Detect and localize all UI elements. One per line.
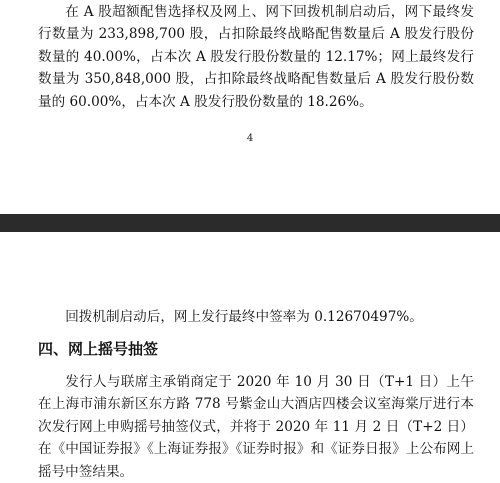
winning-rate-paragraph: 回拨机制启动后，网上发行最终中签率为 0.12670497%。	[65, 309, 423, 325]
section-heading: 四、网上摇号抽签	[38, 340, 159, 358]
page-separator	[0, 214, 500, 232]
allocation-paragraph: 在 A 股超额配售选择权及网上、网下回拨机制启动后，网下最终发行数量为 233,898,700 股，占扣除最终战略配售数量后 A 股发行股份数量的 40.00%，占本次 A 股发行股份数量的 12.17%；网上最终发行数量为 350,848,000 股，占扣除最终战略配售数量后 A 股发行股份数量的 60.00%，占本次 A 股发行股份数量的 18.26%。	[38, 4, 474, 110]
page-number: 4	[246, 133, 254, 144]
lottery-paragraph: 发行人与联席主承销商定于 2020 年 10 月 30 日（T+1 日）上午在上海市浦东新区东方路 778 号紫金山大酒店四楼会议室海棠厅进行本次发行网上申购摇号抽签仪式，并将于 2020 年 11 月 2 日（T+2 日）在《中国证券报》《上海证券报》《证券时报》和《证券日报》上公布网上摇号中签结果。	[38, 374, 474, 480]
